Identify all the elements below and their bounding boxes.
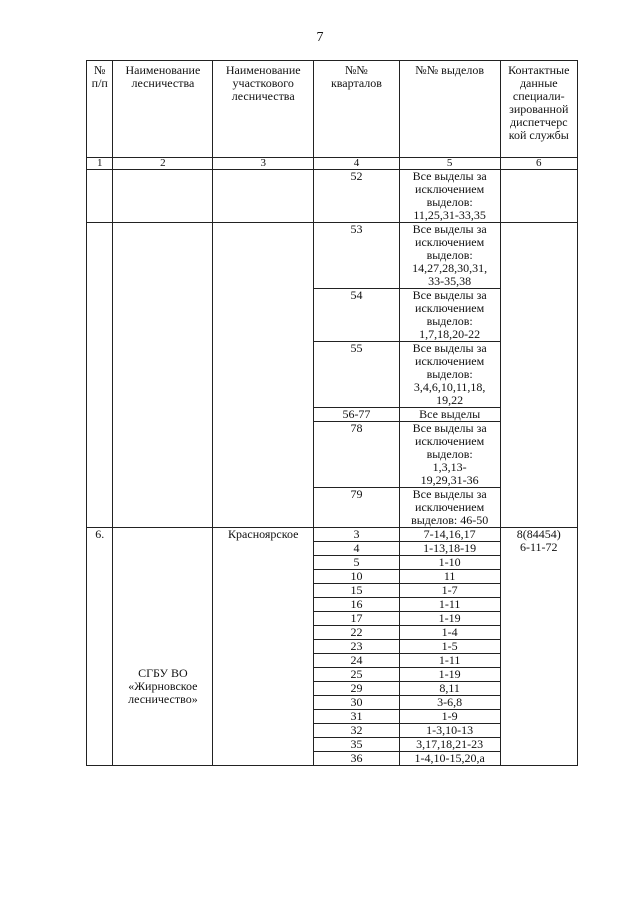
- vydely-cell: 1-7: [399, 584, 500, 598]
- header-line: Контактные: [508, 63, 570, 77]
- header-uchastkovoe: [213, 61, 314, 158]
- kvartal-cell: 31: [314, 710, 400, 724]
- kvartal-cell: 23: [314, 640, 400, 654]
- lesnichestvo-cell: СГБУ ВО «Жирновское лесничество»: [113, 528, 213, 766]
- header-kvartaly: [314, 61, 400, 158]
- header-line: кой службы: [508, 128, 569, 142]
- header-line: специали-: [512, 89, 565, 103]
- vydely-cell: 1-11: [399, 598, 500, 612]
- vydely-cell: Все выделы за исключением выделов: 1,7,18,20-22: [399, 289, 500, 342]
- num-cell: 6.: [87, 528, 113, 766]
- header-line: данные: [519, 76, 558, 90]
- column-number: 3: [213, 158, 314, 170]
- contact-cell: [500, 223, 577, 528]
- uchastkovoe-cell: [213, 223, 314, 528]
- kvartal-cell: 53: [314, 223, 400, 289]
- vydely-cell: 1-10: [399, 556, 500, 570]
- header-line: лесничества: [131, 76, 195, 90]
- lesnichestvo-cell: [113, 223, 213, 528]
- forestry-table: [86, 60, 578, 766]
- vydely-cell: Все выделы за исключением выделов: 14,27,28,30,31, 33-35,38: [399, 223, 500, 289]
- kvartal-cell: 52: [314, 170, 400, 223]
- contact-cell: 8(84454) 6-11-72: [500, 528, 577, 766]
- vydely-cell: 1-9: [399, 710, 500, 724]
- header-line: диспетчерс: [510, 115, 568, 129]
- table-header: [87, 61, 578, 158]
- table-body: [87, 158, 578, 766]
- vydely-cell: 1-4,10-15,20,a: [399, 752, 500, 766]
- vydely-cell: 1-3,10-13: [399, 724, 500, 738]
- kvartal-cell: 54: [314, 289, 400, 342]
- kvartal-cell: 3: [314, 528, 400, 542]
- kvartal-cell: 5: [314, 556, 400, 570]
- num-cell: [87, 170, 113, 223]
- kvartal-cell: 29: [314, 682, 400, 696]
- kvartal-cell: 35: [314, 738, 400, 752]
- kvartal-cell: 30: [314, 696, 400, 710]
- vydely-cell: 1-4: [399, 626, 500, 640]
- table-row: [87, 223, 578, 289]
- header-line: лесничества: [231, 89, 295, 103]
- kvartal-cell: 24: [314, 654, 400, 668]
- column-number: 1: [87, 158, 113, 170]
- header-line: зированной: [509, 102, 569, 116]
- column-number: 2: [113, 158, 213, 170]
- kvartal-cell: 79: [314, 488, 400, 528]
- column-number: 6: [500, 158, 577, 170]
- num-cell: [87, 223, 113, 528]
- header-line: №№ выделов: [415, 63, 484, 77]
- vydely-cell: Все выделы за исключением выделов: 3,4,6,10,11,18, 19,22: [399, 342, 500, 408]
- uchastkovoe-cell: Красноярское: [213, 528, 314, 766]
- kvartal-cell: 15: [314, 584, 400, 598]
- header-num: [87, 61, 113, 158]
- header-line: Наименование: [125, 63, 201, 77]
- vydely-cell: 3-6,8: [399, 696, 500, 710]
- vydely-cell: Все выделы за исключением выделов: 1,3,13- 19,29,31-36: [399, 422, 500, 488]
- header-line: Наименование: [225, 63, 301, 77]
- vydely-cell: 8,11: [399, 682, 500, 696]
- header-line: п/п: [91, 76, 108, 90]
- vydely-cell: Все выделы: [399, 408, 500, 422]
- kvartal-cell: 10: [314, 570, 400, 584]
- kvartal-cell: 36: [314, 752, 400, 766]
- kvartal-cell: 17: [314, 612, 400, 626]
- kvartal-cell: 25: [314, 668, 400, 682]
- vydely-cell: 1-11: [399, 654, 500, 668]
- header-line: №: [94, 63, 106, 77]
- contact-cell: [500, 170, 577, 223]
- kvartal-cell: 4: [314, 542, 400, 556]
- kvartal-cell: 22: [314, 626, 400, 640]
- kvartal-cell: 56-77: [314, 408, 400, 422]
- vydely-cell: 1-5: [399, 640, 500, 654]
- table-row: [87, 170, 578, 223]
- lesnichestvo-cell: [113, 170, 213, 223]
- vydely-cell: 11: [399, 570, 500, 584]
- vydely-cell: 1-19: [399, 612, 500, 626]
- header-vydely: [399, 61, 500, 158]
- header-line: участкового: [232, 76, 294, 90]
- kvartal-cell: 16: [314, 598, 400, 612]
- vydely-cell: Все выделы за исключением выделов: 11,25,31-33,35: [399, 170, 500, 223]
- page-number: 7: [316, 30, 324, 45]
- table-row: [87, 528, 578, 542]
- vydely-cell: 1-13,18-19: [399, 542, 500, 556]
- header-line: №№: [344, 63, 368, 77]
- vydely-cell: 3,17,18,21-23: [399, 738, 500, 752]
- column-numbers-row: [87, 158, 578, 170]
- vydely-cell: 1-19: [399, 668, 500, 682]
- kvartal-cell: 78: [314, 422, 400, 488]
- column-number: 4: [314, 158, 400, 170]
- header-contacts: [500, 61, 577, 158]
- header-lesnichestvo: [113, 61, 213, 158]
- kvartal-cell: 55: [314, 342, 400, 408]
- uchastkovoe-cell: [213, 170, 314, 223]
- kvartal-cell: 32: [314, 724, 400, 738]
- vydely-cell: Все выделы за исключением выделов: 46-50: [399, 488, 500, 528]
- column-number: 5: [399, 158, 500, 170]
- vydely-cell: 7-14,16,17: [399, 528, 500, 542]
- header-line: кварталов: [330, 76, 382, 90]
